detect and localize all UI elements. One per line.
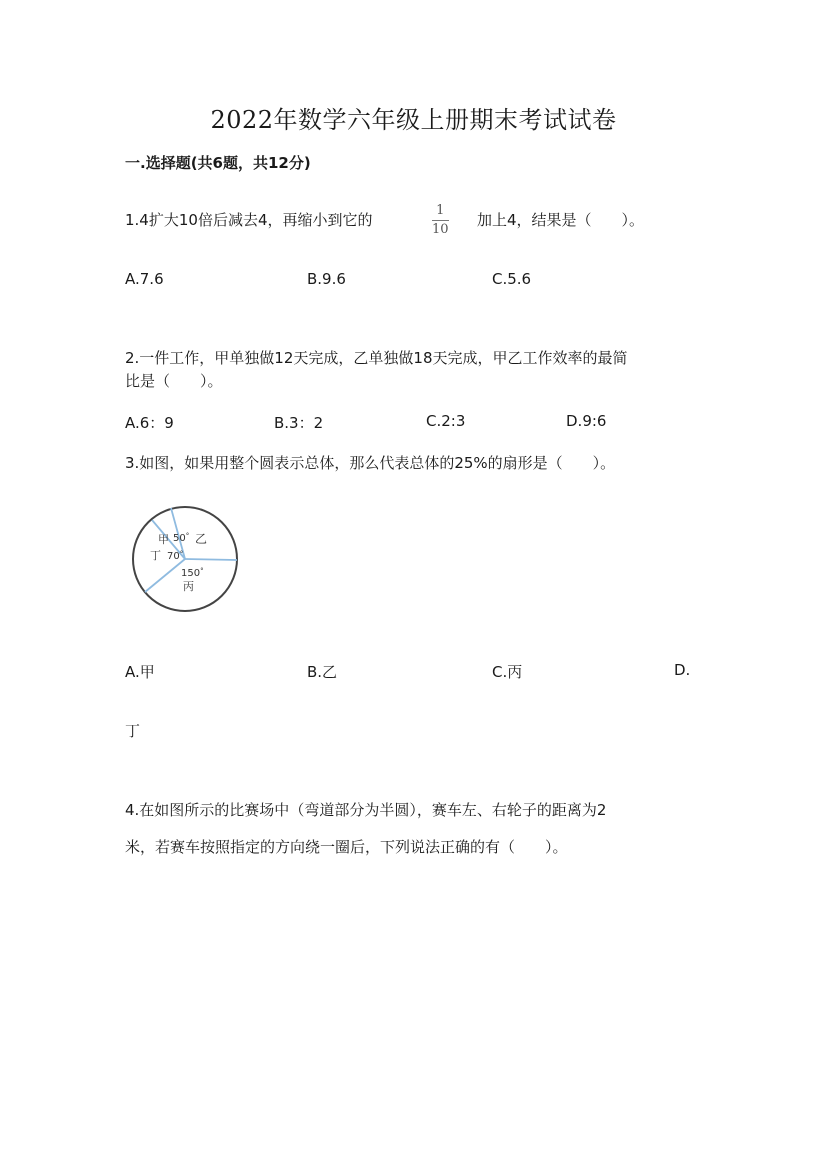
pie-chart-figure [128,505,242,613]
label-angle-bing: 150° [181,567,204,579]
label-bing: 丙 [183,580,194,593]
label-angle-bing-degree-mark: ° [200,567,204,575]
page-title: 2022年数学六年级上册期末考试试卷 [210,106,617,134]
question-1-fraction [432,203,449,237]
question-1-option-c[interactable]: C.5.6 [492,270,532,288]
question-1-text-before: 1.4扩大10倍后减去4，再缩小到它的 [125,211,373,229]
label-angle-jia-degree-mark: ° [185,532,190,540]
question-2-option-d[interactable]: D.9:6 [566,412,607,430]
label-yi: 乙 [195,532,208,546]
section-heading: 一.选择题(共6题，共12分) [125,154,311,172]
question-2-line-1: 2.一件工作，甲单独做12天完成，乙单独做18天完成，甲乙工作效率的最简 [125,349,628,367]
question-3-option-a[interactable]: A.甲 [125,663,155,681]
question-4-line-2: 米，若赛车按照指定的方向绕一圈后，下列说法正确的有（ ）。 [125,838,568,856]
question-3-option-d-content: 丁 [125,722,141,740]
fraction-denominator: 10 [432,221,449,237]
question-2-option-b[interactable]: B.3：2 [274,414,324,432]
question-3-text: 3.如图，如果用整个圆表示总体，那么代表总体的25%的扇形是（ ）。 [125,454,616,472]
fraction-numerator: 1 [436,203,445,218]
question-1-option-b[interactable]: B.9.6 [307,270,346,288]
question-1-option-a[interactable]: A.7.6 [125,270,164,288]
question-2-line-2: 比是（ ）。 [125,372,223,390]
question-3-option-c[interactable]: C.丙 [492,663,523,681]
question-1-text-after: 加上4，结果是（ ）。 [477,211,645,229]
question-3-option-d[interactable]: D. [674,661,691,679]
sector-line-east [185,559,237,560]
question-4-line-1: 4.在如图所示的比赛场中（弯道部分为半圆），赛车左、右轮子的距离为2 [125,801,607,819]
question-2-option-a[interactable]: A.6：9 [125,414,174,432]
label-jia: 甲 [158,533,169,546]
label-ding: 丁 [150,549,161,562]
fraction-bar [432,220,449,221]
label-angle-ding: 70° [167,550,184,562]
question-2-option-c[interactable]: C.2:3 [426,412,466,430]
label-angle-jia: 50° [173,532,190,544]
sector-line-southwest [145,559,185,592]
label-angle-ding-degree-mark: ° [179,550,184,558]
question-3-option-b[interactable]: B.乙 [307,663,338,681]
